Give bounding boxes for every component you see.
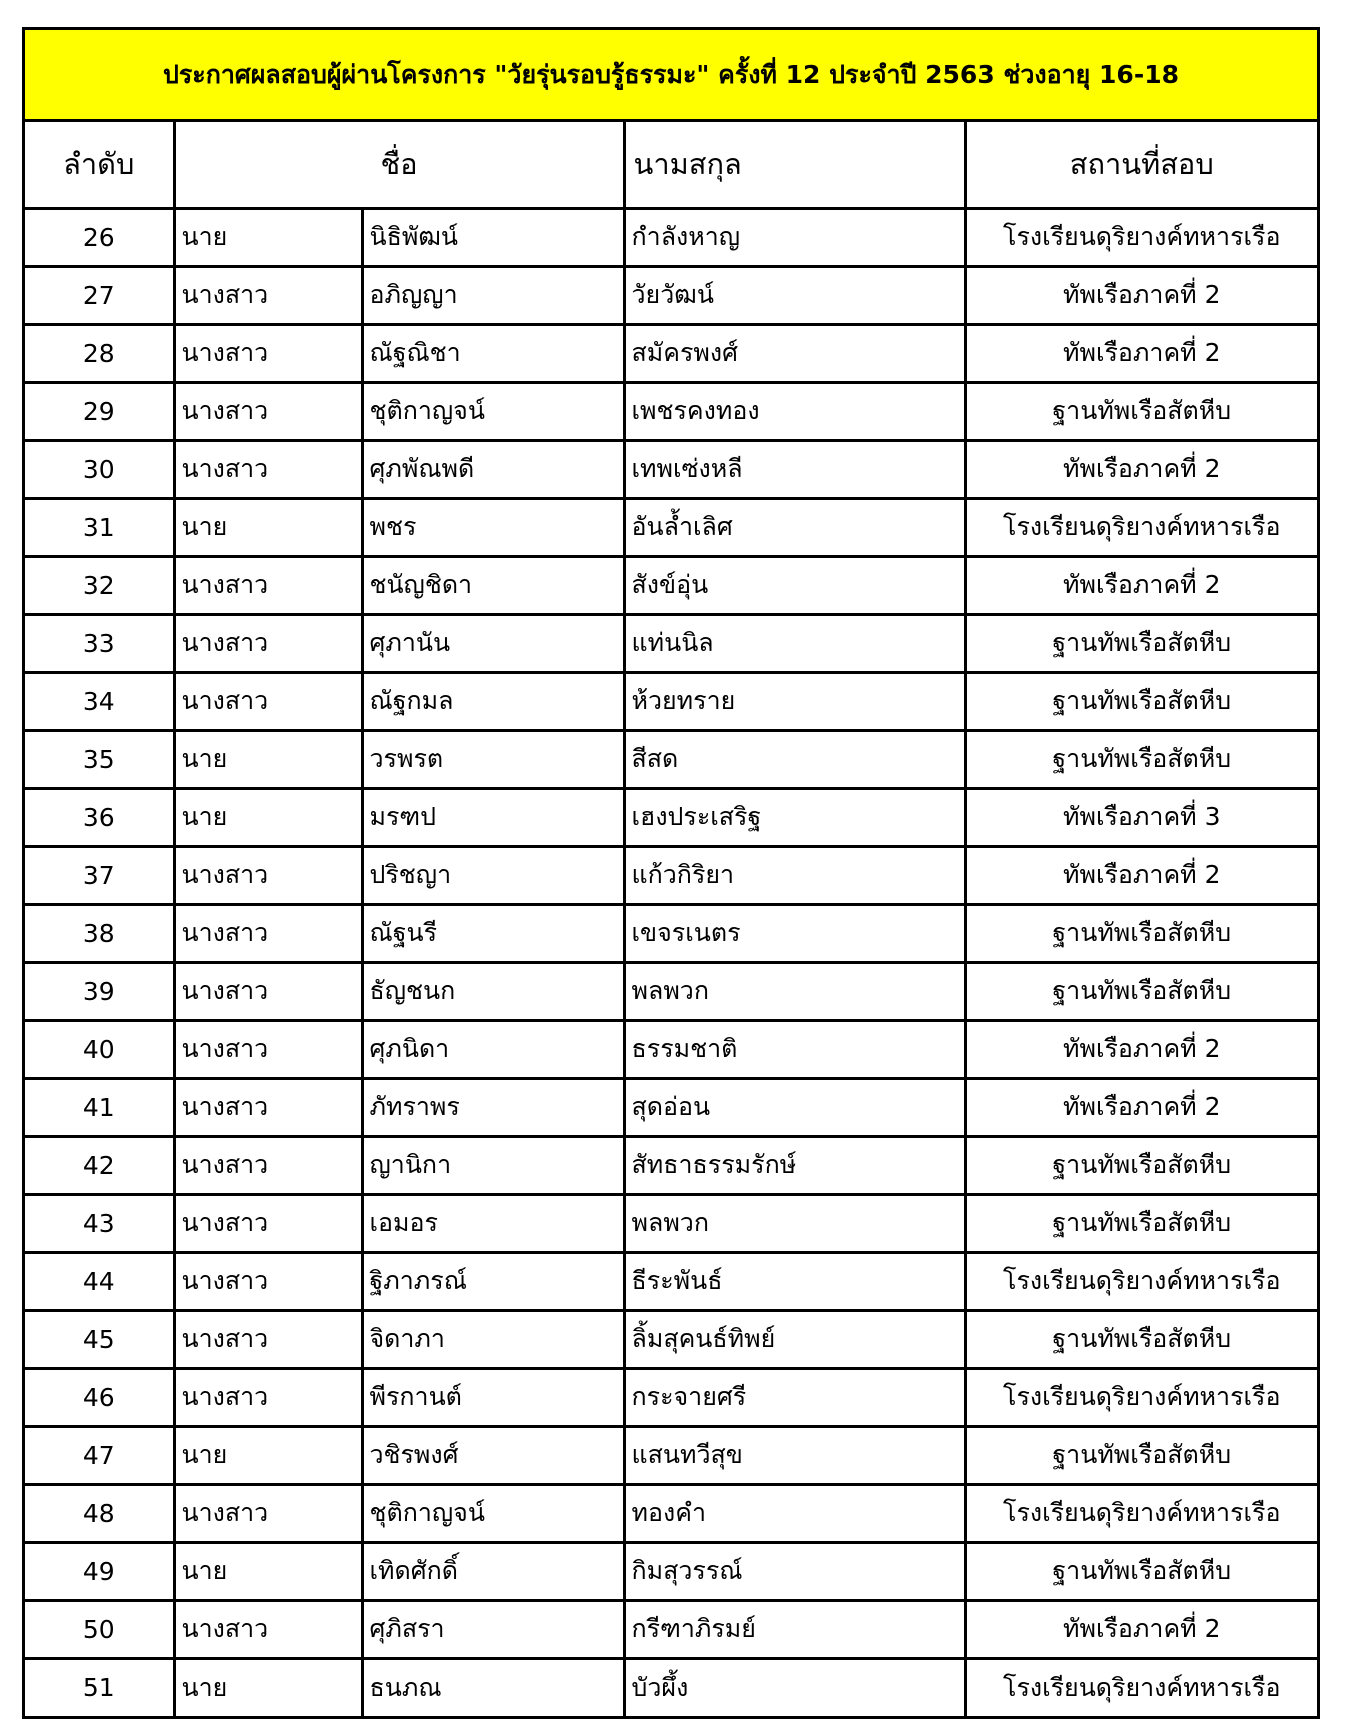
- cell-prefix: นางสาว: [174, 382, 362, 440]
- cell-prefix: นางสาว: [174, 846, 362, 904]
- table-row: [25, 788, 1317, 846]
- cell-exam-place: ฐานทัพเรือสัตหีบ: [965, 1426, 1317, 1484]
- results-table: [25, 122, 1317, 1716]
- cell-first-name: พชร: [362, 498, 624, 556]
- cell-surname: วัยวัฒน์: [624, 266, 965, 324]
- cell-prefix: นาย: [174, 788, 362, 846]
- table-row: [25, 962, 1317, 1020]
- cell-exam-place: โรงเรียนดุริยางค์ทหารเรือ: [965, 498, 1317, 556]
- cell-first-name: ธนภณ: [362, 1658, 624, 1716]
- cell-first-name: นิธิพัฒน์: [362, 208, 624, 266]
- table-row: [25, 1600, 1317, 1658]
- cell-exam-place: ฐานทัพเรือสัตหีบ: [965, 1310, 1317, 1368]
- cell-prefix: นาย: [174, 730, 362, 788]
- header-row: [25, 122, 1317, 208]
- cell-no: 45: [25, 1310, 174, 1368]
- cell-exam-place: ทัพเรือภาคที่ 2: [965, 846, 1317, 904]
- cell-first-name: จิดาภา: [362, 1310, 624, 1368]
- cell-no: 46: [25, 1368, 174, 1426]
- cell-prefix: นางสาว: [174, 962, 362, 1020]
- cell-no: 30: [25, 440, 174, 498]
- table-row: [25, 1310, 1317, 1368]
- cell-no: 31: [25, 498, 174, 556]
- cell-exam-place: ฐานทัพเรือสัตหีบ: [965, 614, 1317, 672]
- cell-surname: สุดอ่อน: [624, 1078, 965, 1136]
- cell-first-name: พีรกานต์: [362, 1368, 624, 1426]
- cell-no: 37: [25, 846, 174, 904]
- cell-surname: สัทธาธรรมรักษ์: [624, 1136, 965, 1194]
- cell-no: 39: [25, 962, 174, 1020]
- table-row: [25, 730, 1317, 788]
- cell-no: 44: [25, 1252, 174, 1310]
- cell-exam-place: โรงเรียนดุริยางค์ทหารเรือ: [965, 1484, 1317, 1542]
- cell-surname: อันล้ำเลิศ: [624, 498, 965, 556]
- cell-no: 33: [25, 614, 174, 672]
- header-no: ลำดับ: [25, 122, 174, 208]
- table-row: [25, 672, 1317, 730]
- cell-first-name: ณัฐณิชา: [362, 324, 624, 382]
- cell-exam-place: ฐานทัพเรือสัตหีบ: [965, 672, 1317, 730]
- table-row: [25, 1252, 1317, 1310]
- cell-surname: ธรรมชาติ: [624, 1020, 965, 1078]
- cell-first-name: ภัทราพร: [362, 1078, 624, 1136]
- cell-exam-place: ฐานทัพเรือสัตหีบ: [965, 962, 1317, 1020]
- cell-first-name: ธัญชนก: [362, 962, 624, 1020]
- cell-prefix: นางสาว: [174, 1078, 362, 1136]
- cell-first-name: ศุภพัณพดี: [362, 440, 624, 498]
- cell-no: 38: [25, 904, 174, 962]
- cell-prefix: นางสาว: [174, 1310, 362, 1368]
- cell-first-name: ญานิกา: [362, 1136, 624, 1194]
- results-sheet: [22, 27, 1320, 1719]
- cell-first-name: ชนัญชิดา: [362, 556, 624, 614]
- cell-surname: พลพวก: [624, 962, 965, 1020]
- cell-prefix: นางสาว: [174, 1020, 362, 1078]
- cell-exam-place: ทัพเรือภาคที่ 2: [965, 1078, 1317, 1136]
- cell-surname: พลพวก: [624, 1194, 965, 1252]
- cell-surname: ทองคำ: [624, 1484, 965, 1542]
- cell-first-name: ปริชญา: [362, 846, 624, 904]
- cell-exam-place: ทัพเรือภาคที่ 2: [965, 440, 1317, 498]
- cell-first-name: ศุภานัน: [362, 614, 624, 672]
- cell-surname: กิมสุวรรณ์: [624, 1542, 965, 1600]
- cell-surname: เทพเซ่งหลี: [624, 440, 965, 498]
- cell-exam-place: ฐานทัพเรือสัตหีบ: [965, 1542, 1317, 1600]
- cell-surname: สังข์อุ่น: [624, 556, 965, 614]
- cell-no: 43: [25, 1194, 174, 1252]
- table-row: [25, 266, 1317, 324]
- table-row: [25, 556, 1317, 614]
- header-surname: นามสกุล: [624, 122, 965, 208]
- table-row: [25, 1542, 1317, 1600]
- cell-prefix: นาย: [174, 1658, 362, 1716]
- cell-surname: สมัครพงศ์: [624, 324, 965, 382]
- cell-no: 49: [25, 1542, 174, 1600]
- table-row: [25, 208, 1317, 266]
- table-row: [25, 324, 1317, 382]
- cell-prefix: นาย: [174, 1426, 362, 1484]
- cell-prefix: นางสาว: [174, 1136, 362, 1194]
- cell-prefix: นางสาว: [174, 1368, 362, 1426]
- table-row: [25, 498, 1317, 556]
- cell-prefix: นางสาว: [174, 266, 362, 324]
- cell-no: 27: [25, 266, 174, 324]
- cell-prefix: นางสาว: [174, 904, 362, 962]
- cell-first-name: ศุภนิดา: [362, 1020, 624, 1078]
- cell-no: 50: [25, 1600, 174, 1658]
- cell-surname: ลิ้มสุคนธ์ทิพย์: [624, 1310, 965, 1368]
- cell-no: 41: [25, 1078, 174, 1136]
- cell-exam-place: ฐานทัพเรือสัตหีบ: [965, 904, 1317, 962]
- table-body: [25, 208, 1317, 1716]
- cell-exam-place: โรงเรียนดุริยางค์ทหารเรือ: [965, 1252, 1317, 1310]
- cell-no: 29: [25, 382, 174, 440]
- cell-exam-place: ทัพเรือภาคที่ 2: [965, 1600, 1317, 1658]
- cell-surname: สีสด: [624, 730, 965, 788]
- cell-first-name: ชุติกาญจน์: [362, 382, 624, 440]
- cell-no: 32: [25, 556, 174, 614]
- cell-prefix: นาย: [174, 1542, 362, 1600]
- cell-first-name: เทิดศักดิ์: [362, 1542, 624, 1600]
- cell-exam-place: ทัพเรือภาคที่ 2: [965, 324, 1317, 382]
- cell-surname: กำลังหาญ: [624, 208, 965, 266]
- cell-surname: แท่นนิล: [624, 614, 965, 672]
- cell-exam-place: โรงเรียนดุริยางค์ทหารเรือ: [965, 208, 1317, 266]
- cell-surname: กระจายศรี: [624, 1368, 965, 1426]
- cell-first-name: ชุติกาญจน์: [362, 1484, 624, 1542]
- cell-prefix: นางสาว: [174, 614, 362, 672]
- cell-surname: ธีระพันธ์: [624, 1252, 965, 1310]
- cell-no: 36: [25, 788, 174, 846]
- cell-first-name: วชิรพงศ์: [362, 1426, 624, 1484]
- cell-no: 34: [25, 672, 174, 730]
- cell-surname: ห้วยทราย: [624, 672, 965, 730]
- table-row: [25, 382, 1317, 440]
- cell-exam-place: ฐานทัพเรือสัตหีบ: [965, 730, 1317, 788]
- page-title: ประกาศผลสอบผู้ผ่านโครงการ "วัยรุ่นรอบรู้ธรรมะ" ครั้งที่ 12 ประจำปี 2563 ช่วงอายุ 16-18: [25, 30, 1317, 122]
- table-row: [25, 1194, 1317, 1252]
- cell-no: 26: [25, 208, 174, 266]
- cell-prefix: นางสาว: [174, 1484, 362, 1542]
- cell-prefix: นางสาว: [174, 1600, 362, 1658]
- cell-prefix: นางสาว: [174, 672, 362, 730]
- cell-exam-place: ทัพเรือภาคที่ 2: [965, 266, 1317, 324]
- table-row: [25, 904, 1317, 962]
- table-row: [25, 1136, 1317, 1194]
- cell-exam-place: ทัพเรือภาคที่ 3: [965, 788, 1317, 846]
- cell-prefix: นางสาว: [174, 1252, 362, 1310]
- cell-exam-place: ฐานทัพเรือสัตหีบ: [965, 1136, 1317, 1194]
- cell-no: 47: [25, 1426, 174, 1484]
- table-row: [25, 846, 1317, 904]
- cell-no: 35: [25, 730, 174, 788]
- header-name: ชื่อ: [174, 122, 624, 208]
- table-row: [25, 1078, 1317, 1136]
- cell-first-name: เอมอร: [362, 1194, 624, 1252]
- cell-no: 42: [25, 1136, 174, 1194]
- cell-first-name: อภิญญา: [362, 266, 624, 324]
- cell-no: 48: [25, 1484, 174, 1542]
- table-row: [25, 1426, 1317, 1484]
- table-row: [25, 1484, 1317, 1542]
- cell-no: 28: [25, 324, 174, 382]
- table-row: [25, 1020, 1317, 1078]
- cell-first-name: วรพรต: [362, 730, 624, 788]
- cell-prefix: นางสาว: [174, 324, 362, 382]
- cell-exam-place: ทัพเรือภาคที่ 2: [965, 1020, 1317, 1078]
- cell-prefix: นาย: [174, 208, 362, 266]
- cell-surname: เฮงประเสริฐ: [624, 788, 965, 846]
- cell-prefix: นางสาว: [174, 556, 362, 614]
- cell-prefix: นางสาว: [174, 1194, 362, 1252]
- cell-surname: บัวผึ้ง: [624, 1658, 965, 1716]
- table-row: [25, 1658, 1317, 1716]
- cell-surname: เขจรเนตร: [624, 904, 965, 962]
- cell-prefix: นางสาว: [174, 440, 362, 498]
- cell-first-name: มรฑป: [362, 788, 624, 846]
- table-row: [25, 614, 1317, 672]
- table-row: [25, 1368, 1317, 1426]
- cell-surname: กรีฑาภิรมย์: [624, 1600, 965, 1658]
- cell-exam-place: โรงเรียนดุริยางค์ทหารเรือ: [965, 1368, 1317, 1426]
- cell-exam-place: ทัพเรือภาคที่ 2: [965, 556, 1317, 614]
- cell-surname: แสนทวีสุข: [624, 1426, 965, 1484]
- cell-exam-place: โรงเรียนดุริยางค์ทหารเรือ: [965, 1658, 1317, 1716]
- cell-first-name: ศุภิสรา: [362, 1600, 624, 1658]
- cell-first-name: ณัฐนรี: [362, 904, 624, 962]
- cell-prefix: นาย: [174, 498, 362, 556]
- cell-first-name: ฐิภาภรณ์: [362, 1252, 624, 1310]
- cell-first-name: ณัฐกมล: [362, 672, 624, 730]
- cell-exam-place: ฐานทัพเรือสัตหีบ: [965, 1194, 1317, 1252]
- cell-no: 40: [25, 1020, 174, 1078]
- cell-no: 51: [25, 1658, 174, 1716]
- cell-surname: เพชรคงทอง: [624, 382, 965, 440]
- header-place: สถานที่สอบ: [965, 122, 1317, 208]
- cell-exam-place: ฐานทัพเรือสัตหีบ: [965, 382, 1317, 440]
- cell-surname: แก้วกิริยา: [624, 846, 965, 904]
- table-row: [25, 440, 1317, 498]
